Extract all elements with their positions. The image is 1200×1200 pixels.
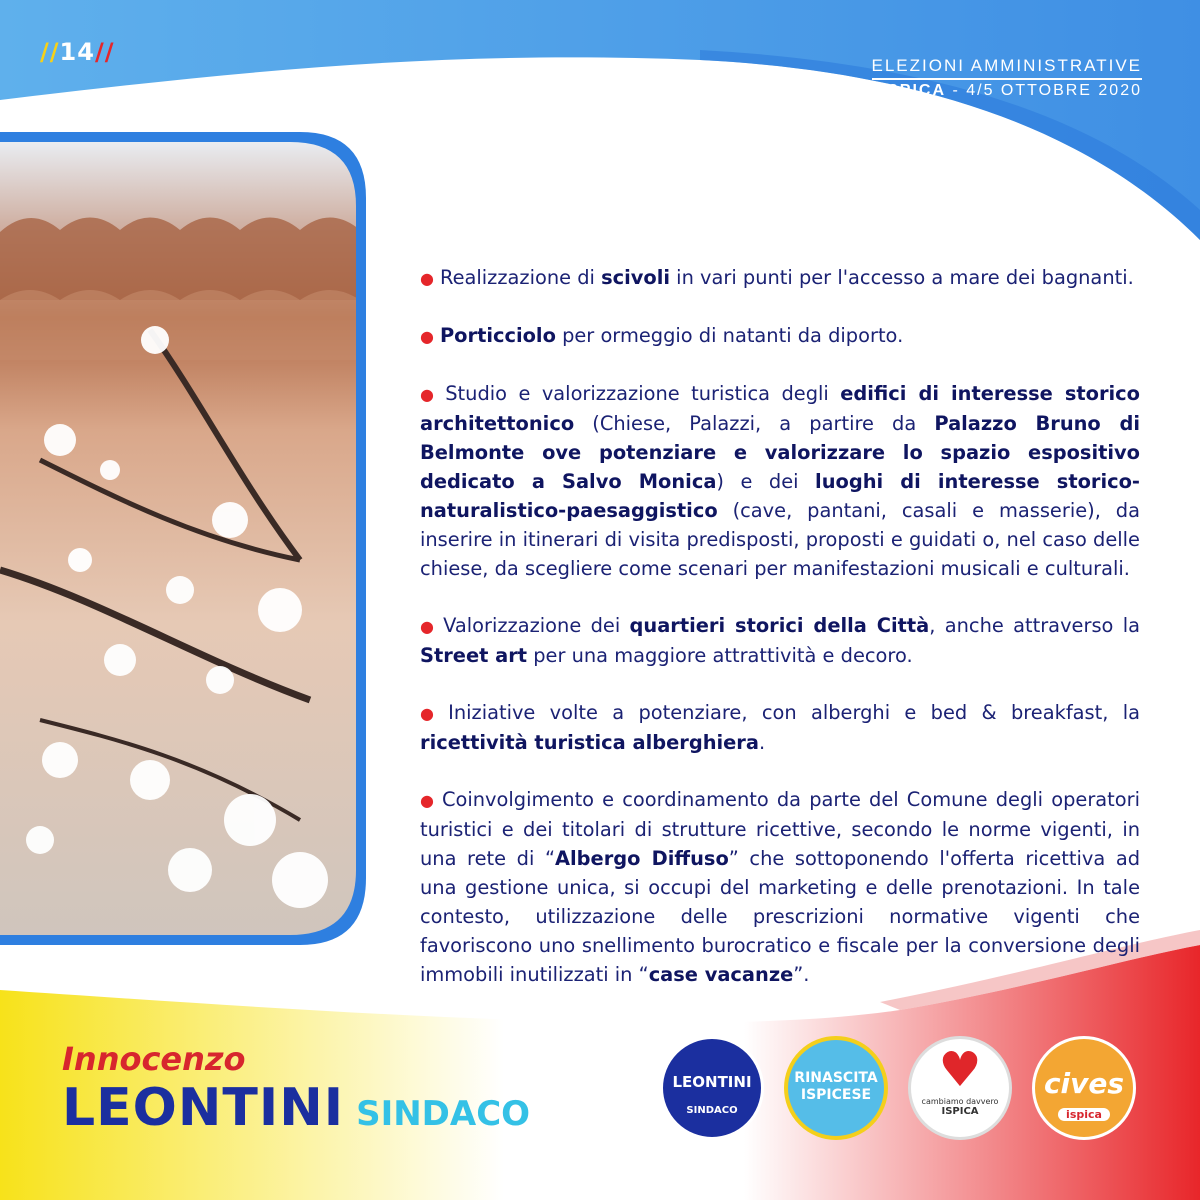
program-item <box>420 321 1140 351</box>
body-text: Coinvolgimento e coordinamento da parte del Comune degli operatori turistici e dei titolari di strutture ricettive, secondo le norme vigenti, in una rete di “ <box>420 788 1140 870</box>
candidate-last-name: LEONTINI <box>62 1078 345 1138</box>
highlight-text: case vacanze <box>648 963 794 986</box>
bullet-icon: ● <box>420 704 443 723</box>
candidate-first-name: Innocenzo <box>62 1040 246 1078</box>
bullet-icon: ● <box>420 269 434 288</box>
highlight-text: Porticciolo <box>439 324 556 347</box>
program-item <box>420 379 1140 583</box>
body-text: Valorizzazione dei <box>443 614 630 637</box>
body-text: (Chiese, Palazzi, a partire da <box>574 412 935 435</box>
program-item <box>420 698 1140 757</box>
highlight-text: luoghi di interesse storico-naturalistico-paesaggistico <box>420 470 1140 522</box>
highlight-text: Street art <box>420 644 528 667</box>
heart-icon: ♥ <box>938 1042 982 1098</box>
body-text: Iniziative volte a potenziare, con alberghi e bed & breakfast, la <box>448 701 1140 724</box>
highlight-text: ricettività turistica alberghiera <box>420 731 759 754</box>
rinascita-ispicese-logo: RINASCITA ISPICESE <box>784 1036 888 1140</box>
body-text: in vari punti per l'accesso a mare dei bagnanti. <box>670 266 1134 289</box>
party-logos <box>660 1036 1150 1146</box>
bullet-icon: ● <box>420 617 438 636</box>
candidate-block <box>62 1040 530 1138</box>
highlight-text: Palazzo Bruno di Belmonte ove potenziare e valorizzare lo spazio espositivo dedicato a Salvo Monica <box>420 412 1140 493</box>
program-item <box>420 611 1140 670</box>
election-header <box>872 56 1143 100</box>
body-text: ” che sottoponendo l'offerta ricettiva ad una gestione unica, si occupi del marketing e delle prenotazioni. In tale contesto, utilizzazione delle prescrizioni normative vigenti che favoriscono uno snellimento burocratico e fiscale per la conversione degli immobili inutilizzati in “ <box>420 847 1141 986</box>
body-text: per una maggiore attrattività e decoro. <box>527 644 913 667</box>
body-text: Realizzazione di <box>439 266 602 289</box>
election-date: ISPICA - 4/5 OTTOBRE 2020 <box>880 82 1142 99</box>
cambiamo-davvero-logo: ♥ cambiamo davvero ISPICA <box>908 1036 1012 1140</box>
program-list <box>420 263 1140 1017</box>
highlight-text: scivoli <box>601 266 671 289</box>
candidate-role: SINDACO <box>356 1094 531 1134</box>
leontini-sindaco-logo: LEONTINI SINDACO <box>660 1036 764 1140</box>
election-title: ELEZIONI AMMINISTRATIVE <box>872 56 1143 80</box>
highlight-text: quartieri storici della Città <box>629 614 930 637</box>
body-text: (cave, pantani, casali e masserie), da inserire in itinerari di visita predisposti, proposti e guidati o, nel caso delle chiese, da scegliere come scenari per manifestazioni musicali e culturali. <box>420 499 1140 580</box>
program-item <box>420 263 1140 293</box>
page-number: //14// <box>40 38 115 66</box>
bullet-icon: ● <box>420 385 440 404</box>
body-text: ) e dei <box>716 470 816 493</box>
body-text: , anche attraverso la <box>929 614 1140 637</box>
program-item <box>420 785 1140 989</box>
body-text: Studio e valorizzazione turistica degli <box>445 382 841 405</box>
bullet-icon: ● <box>420 327 434 346</box>
highlight-text: edifici di interesse storico architettonico <box>420 382 1140 435</box>
cives-ispica-logo: cives ispica <box>1032 1036 1136 1140</box>
highlight-text: Albergo Diffuso <box>555 847 729 870</box>
bullet-icon: ● <box>420 791 436 810</box>
body-text: ”. <box>793 963 810 986</box>
body-text: . <box>758 731 766 754</box>
body-text: per ormeggio di natanti da diporto. <box>555 324 904 347</box>
